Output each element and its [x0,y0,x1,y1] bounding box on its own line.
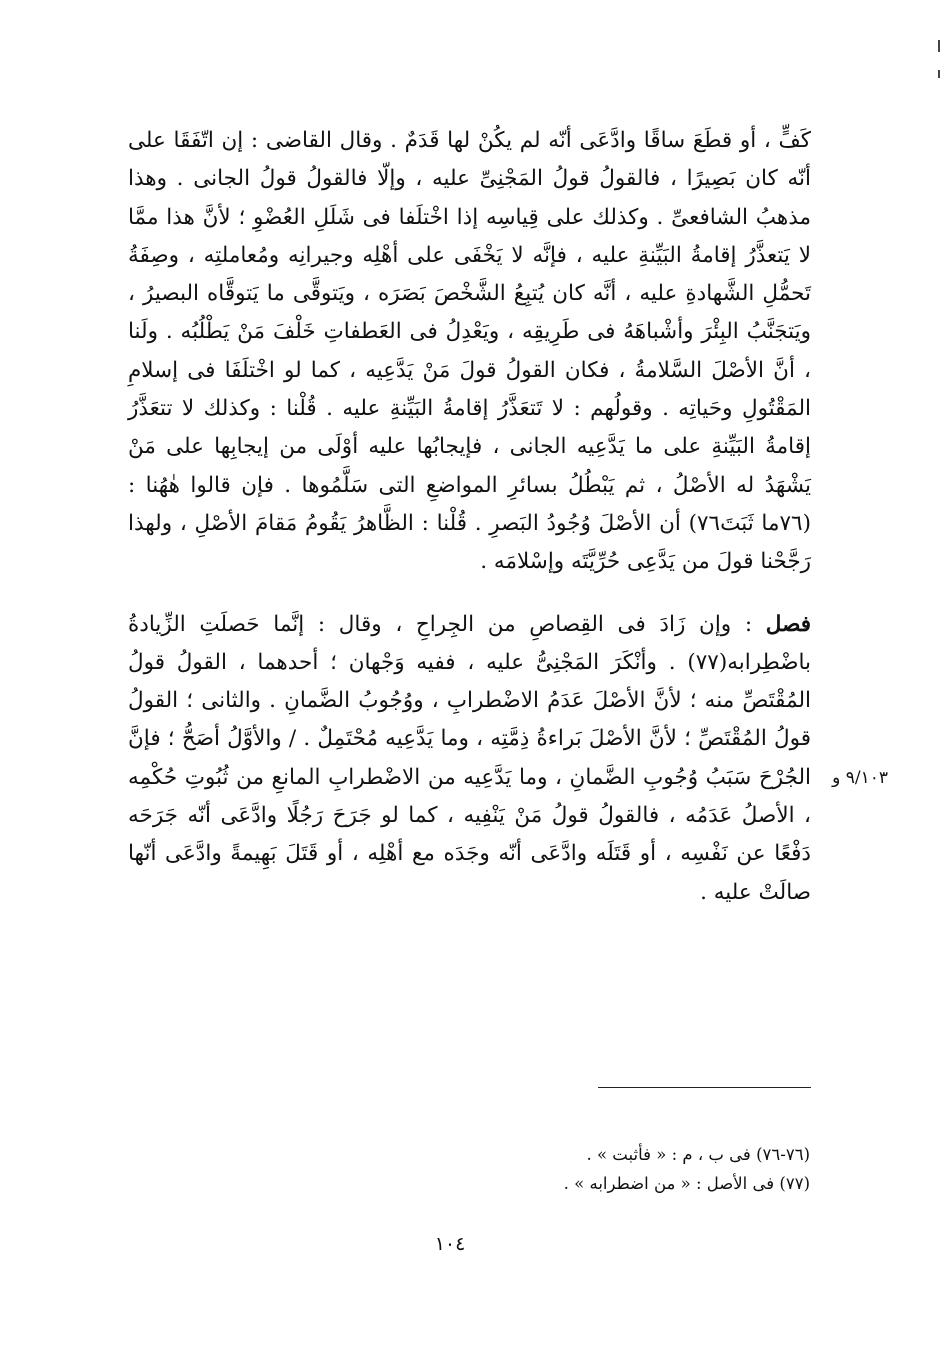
paragraph-1 [128,122,811,582]
footnote-76: (٧٦-٧٦) فى ب ، م : « فأثبت » . [586,1145,810,1164]
scan-edge-mark [938,40,940,52]
footnotes [340,1140,810,1198]
page-number: ١٠٤ [434,1233,466,1255]
manuscript-folio-marker: ٩/١٠٣ و [832,768,888,788]
paragraph-2-text: : وإن زَادَ فى القِصاصِ من الجِراحِ ، وقال : إنَّما حَصلَتِ الزِّيادةُ باضْطِرابه(٧٧) . وأنْكَرَ المَجْنِىُّ عليه ، ففيه وَجْهان ؛ أحدهما ، القولُ قولُ المُقْتَصِّ منه ؛ لأنَّ الأصْلَ عَدَمُ الاضْطرابِ ، ووُجُوبُ الضَّمانِ . والثانى ؛ القولُ قولُ المُقْتَصِّ ؛ لأنَّ الأصْلَ بَراءةُ ذِمَّتِه ، وما يَدَّعِيه مُحْتَمِلٌ . / والأوَّلُ أصَحُّ ؛ فإنَّ الجُرْحَ سَبَبُ وُجُوبِ الضَّمانِ ، وما يَدَّعِيه من الاضْطرابِ المانعِ من ثُبُوتِ حُكْمِه ، الأصلُ عَدَمُه ، فالقولُ قولُ مَنْ يَنْفِيه ، كما لو جَرَحَ رَجُلًا وادَّعَى أنّه جَرَحَه دَفْعًا عن نَفْسِه ، أو قَتَلَه وادَّعَى أنّه وجَدَه مع أهْلِه ، أو قَتَلَ بَهِيمةً وادَّعَى أنّها صالَتْ عليه . [128,611,811,905]
footnote-77: (٧٧) فى الأصل : « من اضطرابه » . [563,1174,810,1193]
section-label-fasl: فصل [765,611,811,637]
paragraph-2 [128,606,811,912]
paragraph-1-text: كَفٍّ ، أو قطَعَ ساقًا وادَّعَى أنّه لم يكُنْ لها قَدَمٌ . وقال القاضى : إن اتّفَقَا على أنّه كان بَصِيرًا ، فالقولُ قولُ المَجْنِىِّ عليه ، وإلّا فالقولُ قولُ الجانى . وهذا مذهبُ الشافعىِّ . وكذلك على قِياسِه إذا اخْتلَفا فى شَلَلِ العُضْوِ ؛ لأنَّ هذا ممَّا لا يَتعذَّرُ إقامةُ البَيِّنةِ عليه ، فإنَّه لا يَخْفَى على أهْلِه وجيرانِه ومُعاملتِه ، وصِفَةُ تَحمُّلِ الشَّهادةِ عليه ، أنَّه كان يُتبِعُ الشَّخْصَ بَصَرَه ، ويَتوقَّى ما يَتوقَّاه البصيرُ ، ويَتجَنَّبُ البِئْرَ وأشْباهَهُ فى طَرِيقِه ، ويَعْدِلُ فى العَطفاتِ خَلْفَ مَنْ يَطْلُبُه . ولَنا ، أنَّ الأصْلَ السَّلامةُ ، فكان القولُ قولَ مَنْ يَدَّعِيه ، كما لو اخْتلَفَا فى إسلامِ المَقْتُولِ وحَياتِه . وقولُهم : لا تَتعَذَّرُ إقامةُ البَيِّنةِ عليه . قُلْنا : وكذلك لا تتعَذَّرُ إقامةُ البَيِّنةِ على ما يَدَّعِيه الجانى ، فإيجابُها عليه أوْلَى من إيجابِها على مَنْ يَشْهَدُ له الأصْلُ ، ثم يَبْطُلُ بسائرِ المواضعِ التى سَلَّمُوها . فإن قالوا هٰهُنا : (٧٦ما ثَبَتَ٧٦) أن الأصْلَ وُجُودُ البَصرِ . قُلْنا : الظَّاهرُ يَقُومُ مَقامَ الأصْلِ ، ولهذا رَجَّحْنا قولَ من يَدَّعِى حُرِّيَّتَه وإسْلامَه . [128,128,811,575]
footnote-divider [598,1087,811,1088]
scan-edge-mark [938,70,940,78]
main-text [128,122,811,912]
